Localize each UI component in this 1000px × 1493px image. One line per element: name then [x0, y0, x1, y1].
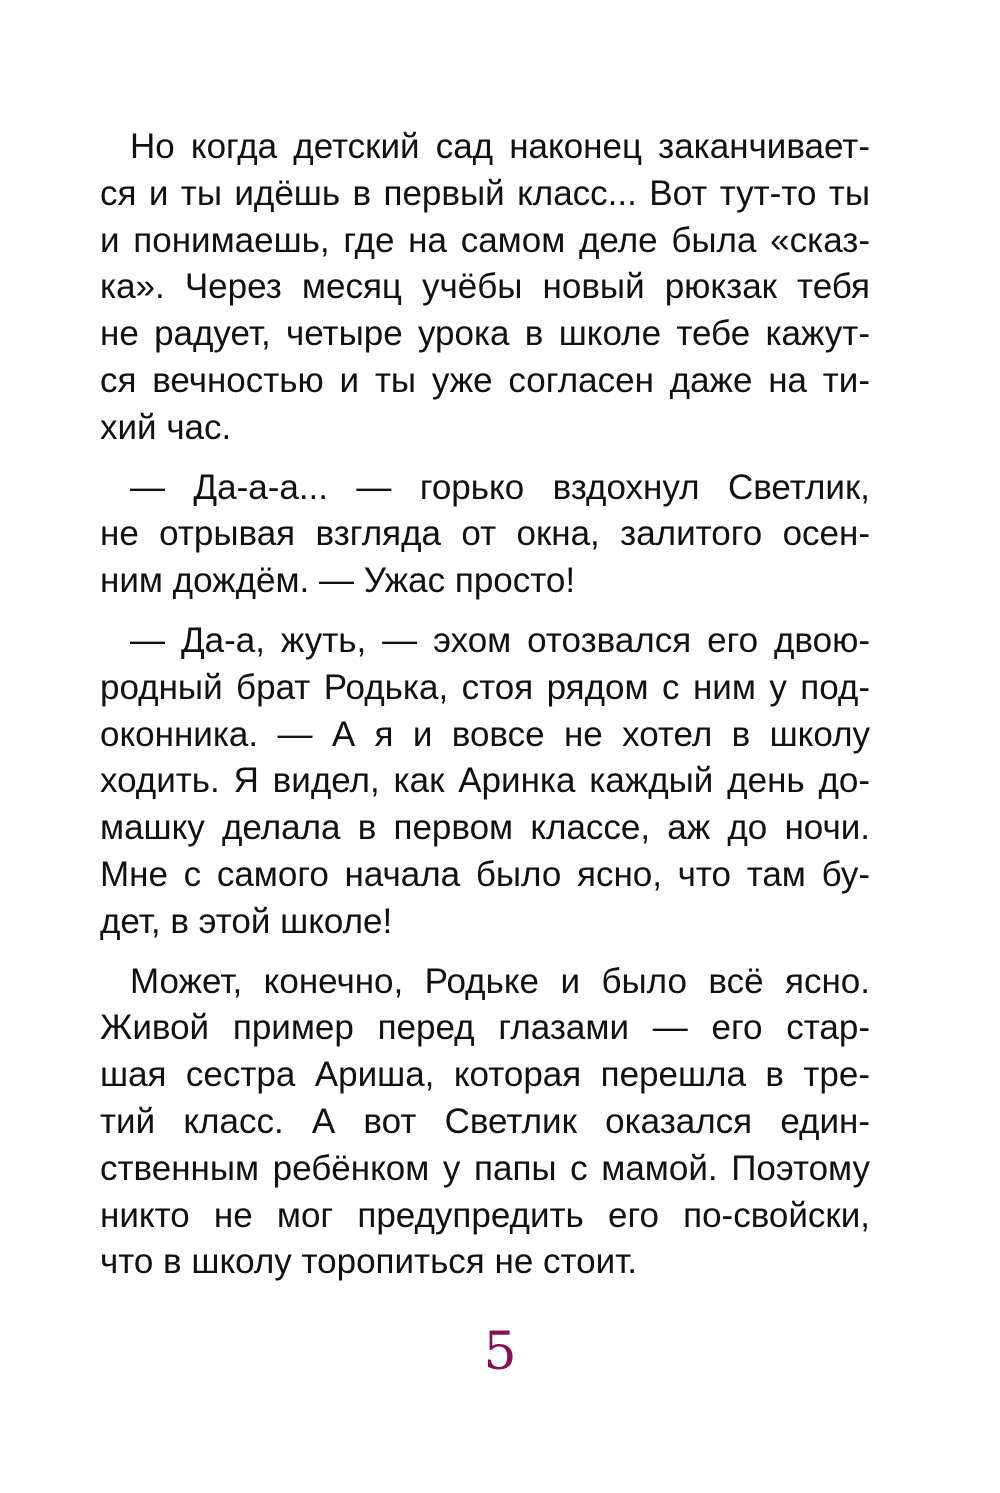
- text-line: — Да-а, жуть, — эхом отозвался его двою-: [130, 620, 870, 660]
- text-line: не радует, четыре урока в школе тебе кажут-: [100, 314, 870, 354]
- text-line: ственным ребёнком у папы с мамой. Поэтому: [100, 1148, 870, 1188]
- page-body: [100, 124, 870, 1299]
- text-line: хий час.: [100, 407, 232, 447]
- text-line: шая сестра Ариша, которая перешла в тре-: [100, 1055, 870, 1095]
- text-line: Но когда детский сад наконец заканчивает-: [130, 127, 870, 166]
- paragraph: [100, 465, 870, 605]
- text-line: родный брат Родька, стоя рядом с ним у под-: [100, 667, 870, 707]
- text-line: ходить. Я видел, как Аринка каждый день до-: [100, 761, 870, 801]
- text-line: ся вечностью и ты уже согласен даже на ти-: [100, 360, 870, 400]
- page-number: 5: [483, 1322, 517, 1382]
- text-line: тий класс. А вот Светлик оказался един-: [100, 1101, 870, 1141]
- text-line: что в школу торопиться не стоит.: [100, 1242, 638, 1282]
- text-line: дет, в этой школе!: [100, 901, 393, 941]
- text-line: машку делала в первом классе, аж до ночи.: [100, 808, 870, 848]
- text-line: и понимаешь, где на самом деле была «сказ-: [100, 220, 870, 260]
- text-line: не отрывая взгляда от окна, залитого осен-: [100, 514, 870, 554]
- paragraph: [100, 959, 870, 1287]
- paragraph: [100, 124, 870, 452]
- text-line: ся и ты идёшь в первый класс... Вот тут-то ты: [100, 173, 870, 213]
- text-line: ка». Через месяц учёбы новый рюкзак тебя: [100, 267, 870, 307]
- text-line: Может, конечно, Родьке и было всё ясно.: [130, 961, 870, 1001]
- text-line: оконника. — А я и вовсе не хотел в школу: [100, 714, 870, 754]
- paragraph: [100, 618, 870, 946]
- text-line: Мне с самого начала было ясно, что там бу-: [100, 854, 870, 894]
- text-line: никто не мог предупредить его по-свойски,: [100, 1195, 870, 1235]
- text-line: Живой пример перед глазами — его стар-: [100, 1008, 870, 1048]
- text-line: — Да-а-а... — горько вздохнул Светлик,: [130, 467, 870, 507]
- text-line: ним дождём. — Ужас просто!: [100, 561, 576, 601]
